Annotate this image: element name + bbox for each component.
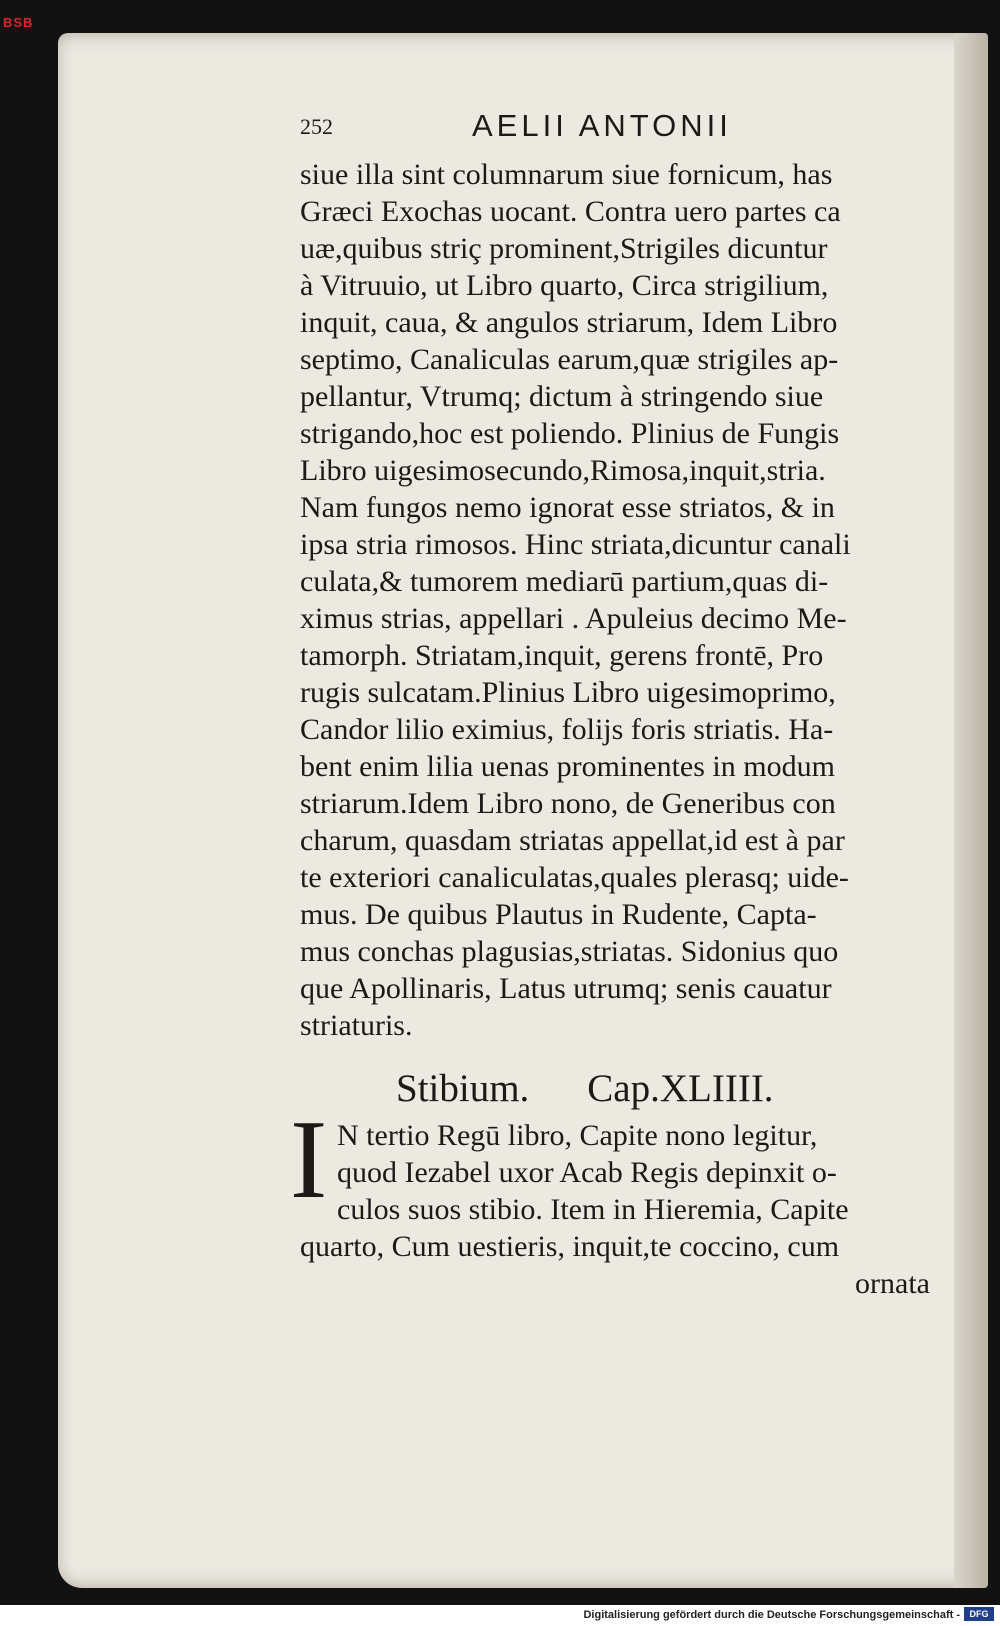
text-line: Græci Exochas uocant. Contra uero partes ca [300,195,841,228]
text-line: pellantur, Vtrumq; dictum à stringendo siue [300,380,824,413]
text-line: quod Iezabel uxor Acab Regis depinxit o- [337,1156,837,1189]
text-line: N tertio Regū libro, Capite nono legitur, [337,1119,818,1152]
funding-credit: Digitalisierung gefördert durch die Deutsche Forschungsgemeinschaft - [583,1609,960,1621]
text-line: culata,& tumorem mediarū partium,quas di- [300,565,829,598]
catchword: ornata [855,1267,930,1300]
body-text [300,156,940,1044]
text-line: Libro uigesimosecundo,Rimosa,inquit,stria. [300,454,826,487]
text-line: à Vitruuio, ut Libro quarto, Circa strigilium, [300,269,829,302]
text-line: te exteriori canaliculatas,quales plerasq; uide- [300,861,849,894]
dfg-logo: DFG [964,1607,994,1621]
text-line: rugis sulcatam.Plinius Libro uigesimoprimo, [300,676,836,709]
text-line: mus. De quibus Plautus in Rudente, Capta- [300,898,817,931]
text-line: inquit, caua, & angulos striarum, Idem Libro [300,306,838,339]
text-line: uæ,quibus striç prominent,Strigiles dicuntur [300,232,828,265]
text-line: ipsa stria rimosos. Hinc striata,dicuntur canali [300,528,851,561]
text-line: siue illa sint columnarum siue fornicum, has [300,158,833,191]
running-title: AELII ANTONII [472,108,732,143]
text-line: que Apollinaris, Latus utrumq; senis cauatur [300,972,832,1005]
bsb-logo: BSB [3,15,34,30]
text-line: bent enim lilia uenas prominentes in modum [300,750,835,783]
page-edge [954,33,988,1588]
chapter-heading [396,1066,774,1111]
text-line: culos suos stibio. Item in Hieremia, Capite [337,1193,849,1226]
text-line: Candor lilio eximius, folijs foris striatis. Ha- [300,713,834,746]
text-line: quarto, Cum uestieris, inquit,te coccino, cum [300,1230,840,1263]
text-line: strigando,hoc est poliendo. Plinius de Fungis [300,417,840,450]
chapter-number: Cap.XLIIII. [587,1067,774,1110]
text-line: striaturis. [300,1009,413,1042]
drop-cap: I [290,1098,328,1222]
text-line: charum, quasdam striatas appellat,id est à par [300,824,845,857]
text-line: Nam fungos nemo ignorat esse striatos, & in [300,491,835,524]
text-line: ximus strias, appellari . Apuleius decimo Me- [300,602,847,635]
text-line: mus conchas plagusias,striatas. Sidonius quo [300,935,839,968]
page-number: 252 [300,114,333,139]
chapter-text [300,1117,940,1302]
chapter-title: Stibium. [396,1067,530,1110]
text-line: striarum.Idem Libro nono, de Generibus con [300,787,836,820]
running-head [300,108,820,150]
text-line: tamorph. Striatam,inquit, gerens frontē, Pro [300,639,824,672]
text-line: septimo, Canaliculas earum,quæ strigiles ap- [300,343,839,376]
